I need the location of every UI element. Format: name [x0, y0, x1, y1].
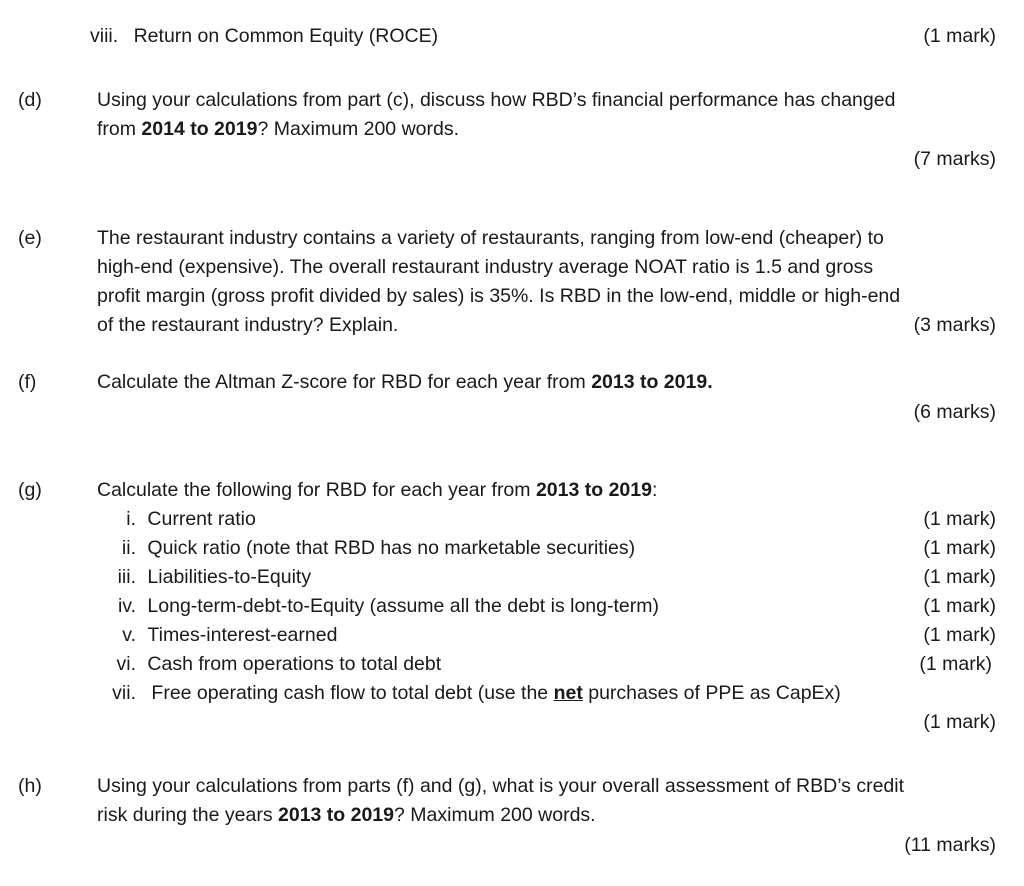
- question-e-line-2: high-end (expensive). The overall restaurant industry average NOAT ratio is 1.5 and gross: [97, 256, 874, 278]
- question-e-line-3: profit margin (gross profit divided by sales) is 35%. Is RBD in the low-end, middle or high-end: [97, 285, 901, 307]
- marks-d: (7 marks): [913, 148, 996, 170]
- year-range-bold: 2013 to 2019.: [591, 371, 713, 393]
- item-text: Cash from operations to total debt: [147, 653, 442, 675]
- list-item-v: [94, 621, 337, 650]
- question-h-line-1: Using your calculations from parts (f) and (g), what is your overall assessment of RBD’s credit: [97, 775, 905, 797]
- question-e-text: [97, 224, 997, 340]
- list-item-iv: [94, 592, 659, 621]
- list-item-iii: [94, 563, 311, 592]
- item-numeral: i.: [126, 508, 136, 530]
- item-numeral: ii.: [121, 537, 136, 559]
- item-text: Times-interest-earned: [147, 624, 338, 646]
- item-numeral: viii.: [90, 25, 119, 47]
- marks-h: (11 marks): [904, 834, 996, 856]
- question-e-line-4: of the restaurant industry? Explain.: [97, 314, 399, 336]
- marks-i: (1 mark): [923, 508, 996, 530]
- question-d-line-1: Using your calculations from part (c), discuss how RBD’s financial performance has changed: [97, 89, 896, 111]
- marks-v: (1 mark): [923, 624, 996, 646]
- item-numeral: v.: [122, 624, 136, 646]
- marks-iv: (1 mark): [923, 595, 996, 617]
- question-label-e: (e): [18, 227, 42, 249]
- marks-iii: (1 mark): [923, 566, 996, 588]
- question-label-d: (d): [18, 89, 42, 111]
- list-item-vii: [94, 679, 841, 708]
- marks-e: (3 marks): [913, 314, 996, 336]
- question-label-g: (g): [18, 479, 42, 501]
- question-h-text: [97, 772, 997, 830]
- year-range-bold: 2013 to 2019: [278, 804, 395, 826]
- item-text: Free operating cash flow to total debt (use the net purchases of PPE as CapEx): [151, 682, 841, 704]
- year-range-bold: 2013 to 2019: [535, 479, 652, 501]
- item-text: Current ratio: [147, 508, 256, 530]
- item-text: Liabilities-to-Equity: [147, 566, 312, 588]
- item-numeral: iv.: [117, 595, 136, 617]
- question-e-line-1: The restaurant industry contains a variety of restaurants, ranging from low-end (cheaper) to: [97, 227, 884, 249]
- list-item-vi: [94, 650, 441, 679]
- question-g-text: Calculate the following for RBD for each year from 2013 to 2019:: [97, 479, 658, 501]
- question-label-h: (h): [18, 775, 42, 797]
- marks-vii: (1 mark): [923, 711, 996, 733]
- item-numeral: vii.: [112, 682, 136, 704]
- marks-ii: (1 mark): [923, 537, 996, 559]
- item-numeral: vi.: [116, 653, 136, 675]
- question-d-line-2: from 2014 to 2019? Maximum 200 words.: [97, 118, 460, 140]
- question-f-text: Calculate the Altman Z-score for RBD for each year from 2013 to 2019.: [97, 371, 713, 393]
- question-h-line-2: risk during the years 2013 to 2019? Maximum 200 words.: [97, 804, 596, 826]
- item-text: Long-term-debt-to-Equity (assume all the debt is long-term): [147, 595, 659, 617]
- question-label-f: (f): [18, 371, 37, 393]
- list-item-viii: [90, 22, 438, 51]
- marks-viii: (1 mark): [923, 25, 996, 47]
- marks-f: (6 marks): [913, 401, 996, 423]
- item-text: Return on Common Equity (ROCE): [133, 25, 439, 47]
- item-text: Quick ratio (note that RBD has no marketable securities): [147, 537, 636, 559]
- item-numeral: iii.: [117, 566, 136, 588]
- marks-vi: (1 mark): [919, 653, 992, 675]
- net-emphasis: net: [553, 682, 583, 704]
- question-d-text: [97, 86, 997, 144]
- list-item-ii: [94, 534, 635, 563]
- year-range-bold: 2014 to 2019: [141, 118, 258, 140]
- list-item-i: [94, 505, 256, 534]
